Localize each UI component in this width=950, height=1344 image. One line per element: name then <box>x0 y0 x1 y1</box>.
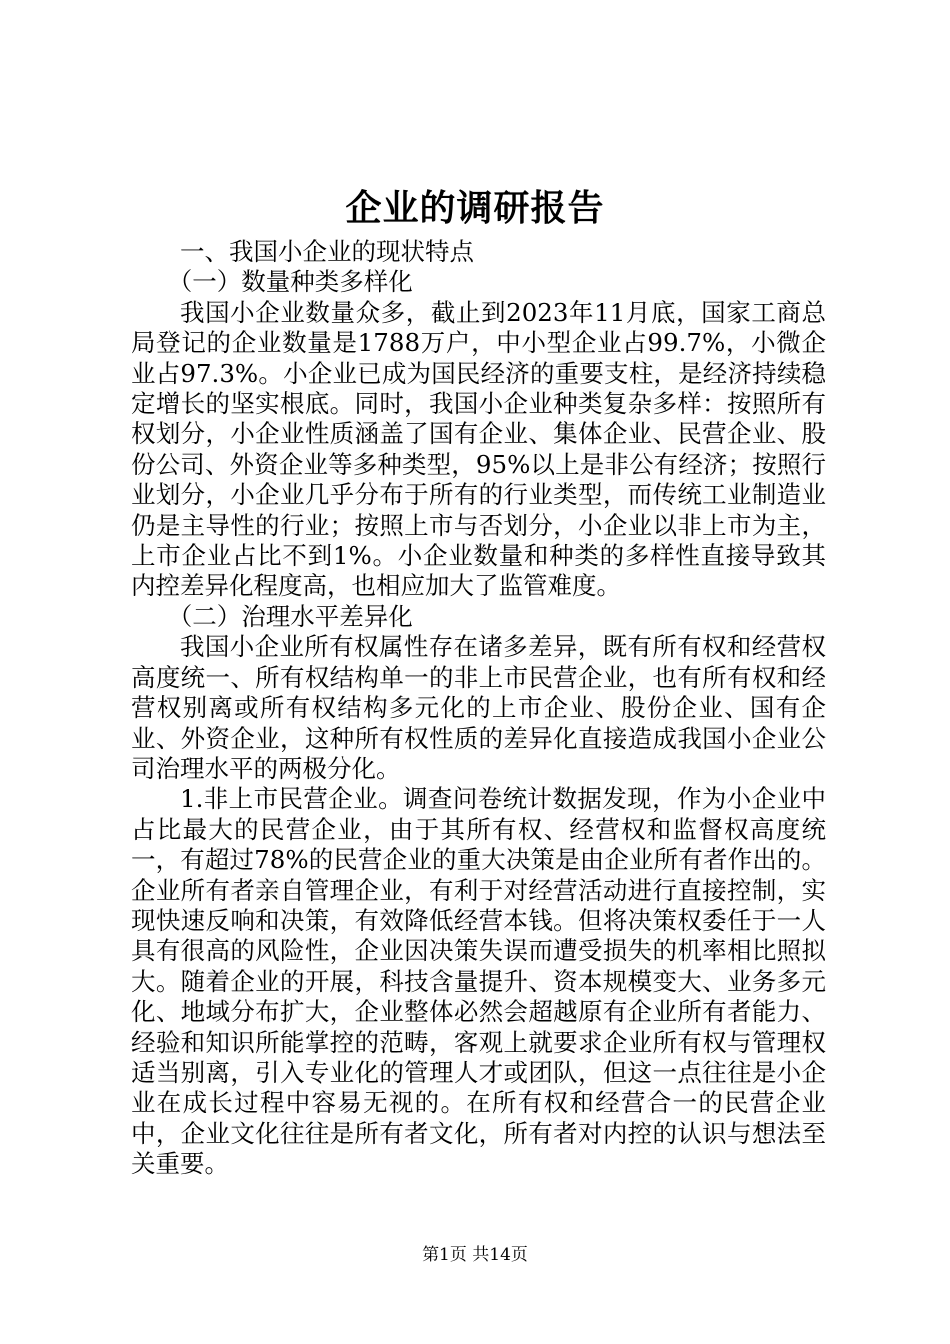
document-title: 企业的调研报告 <box>345 187 605 229</box>
section-subheading: （二）治理水平差异化 <box>167 601 413 631</box>
body-paragraph: 我国小企业数量众多，截止到2023年11月底，国家工商总局登记的企业数量是1788万户，中小型企业占99.7%，小微企业占97.3%。小企业已成为国民经济的重要支柱，是经济持续稳定增长的坚实根底。同时，我国小企业种类复杂多样：按照所有权划分，小企业性质涵盖了国有企业、集体企业、民营企业、股份公司、外资企业等多种类型，95%以上是非公有经济；按照行业划分，小企业几乎分布于所有的行业类型，而传统工业制造业仍是主导性的行业；按照上市与否划分，小企业以非上市为主，上市企业占比不到1%。小企业数量和种类的多样性直接导致其内控差异化程度高，也相应加大了监管难度。 <box>131 297 826 601</box>
section-heading: 一、我国小企业的现状特点 <box>180 237 474 266</box>
document-body <box>131 237 826 1180</box>
section-subheading: （一）数量种类多样化 <box>167 267 413 297</box>
page-footer: 第1页 共14页 <box>422 1245 528 1265</box>
body-paragraph: 我国小企业所有权属性存在诸多差异，既有所有权和经营权高度统一、所有权结构单一的非上市民营企业，也有所有权和经营权别离或所有权结构多元化的上市企业、股份企业、国有企业、外资企业，这种所有权性质的差异化直接造成我国小企业公司治理水平的两极分化。 <box>131 632 826 783</box>
body-paragraph: 1.非上市民营企业。调查问卷统计数据发现，作为小企业中占比最大的民营企业，由于其所有权、经营权和监督权高度统一，有超过78%的民营企业的重大决策是由企业所有者作出的。企业所有者亲自管理企业，有利于对经营活动进行直接控制，实现快速反响和决策，有效降低经营本钱。但将决策权委任于一人具有很高的风险性，企业因决策失误而遭受损失的机率相比照拟大。随着企业的开展，科技含量提升、资本规模变大、业务多元化、地域分布扩大，企业整体必然会超越原有企业所有者能力、经验和知识所能掌控的范畴，客观上就要求企业所有权与管理权适当别离，引入专业化的管理人才或团队，但这一点往往是小企业在成长过程中容易无视的。在所有权和经营合一的民营企业中，企业文化往往是所有者文化，所有者对内控的认识与想法至关重要。 <box>131 784 826 1179</box>
